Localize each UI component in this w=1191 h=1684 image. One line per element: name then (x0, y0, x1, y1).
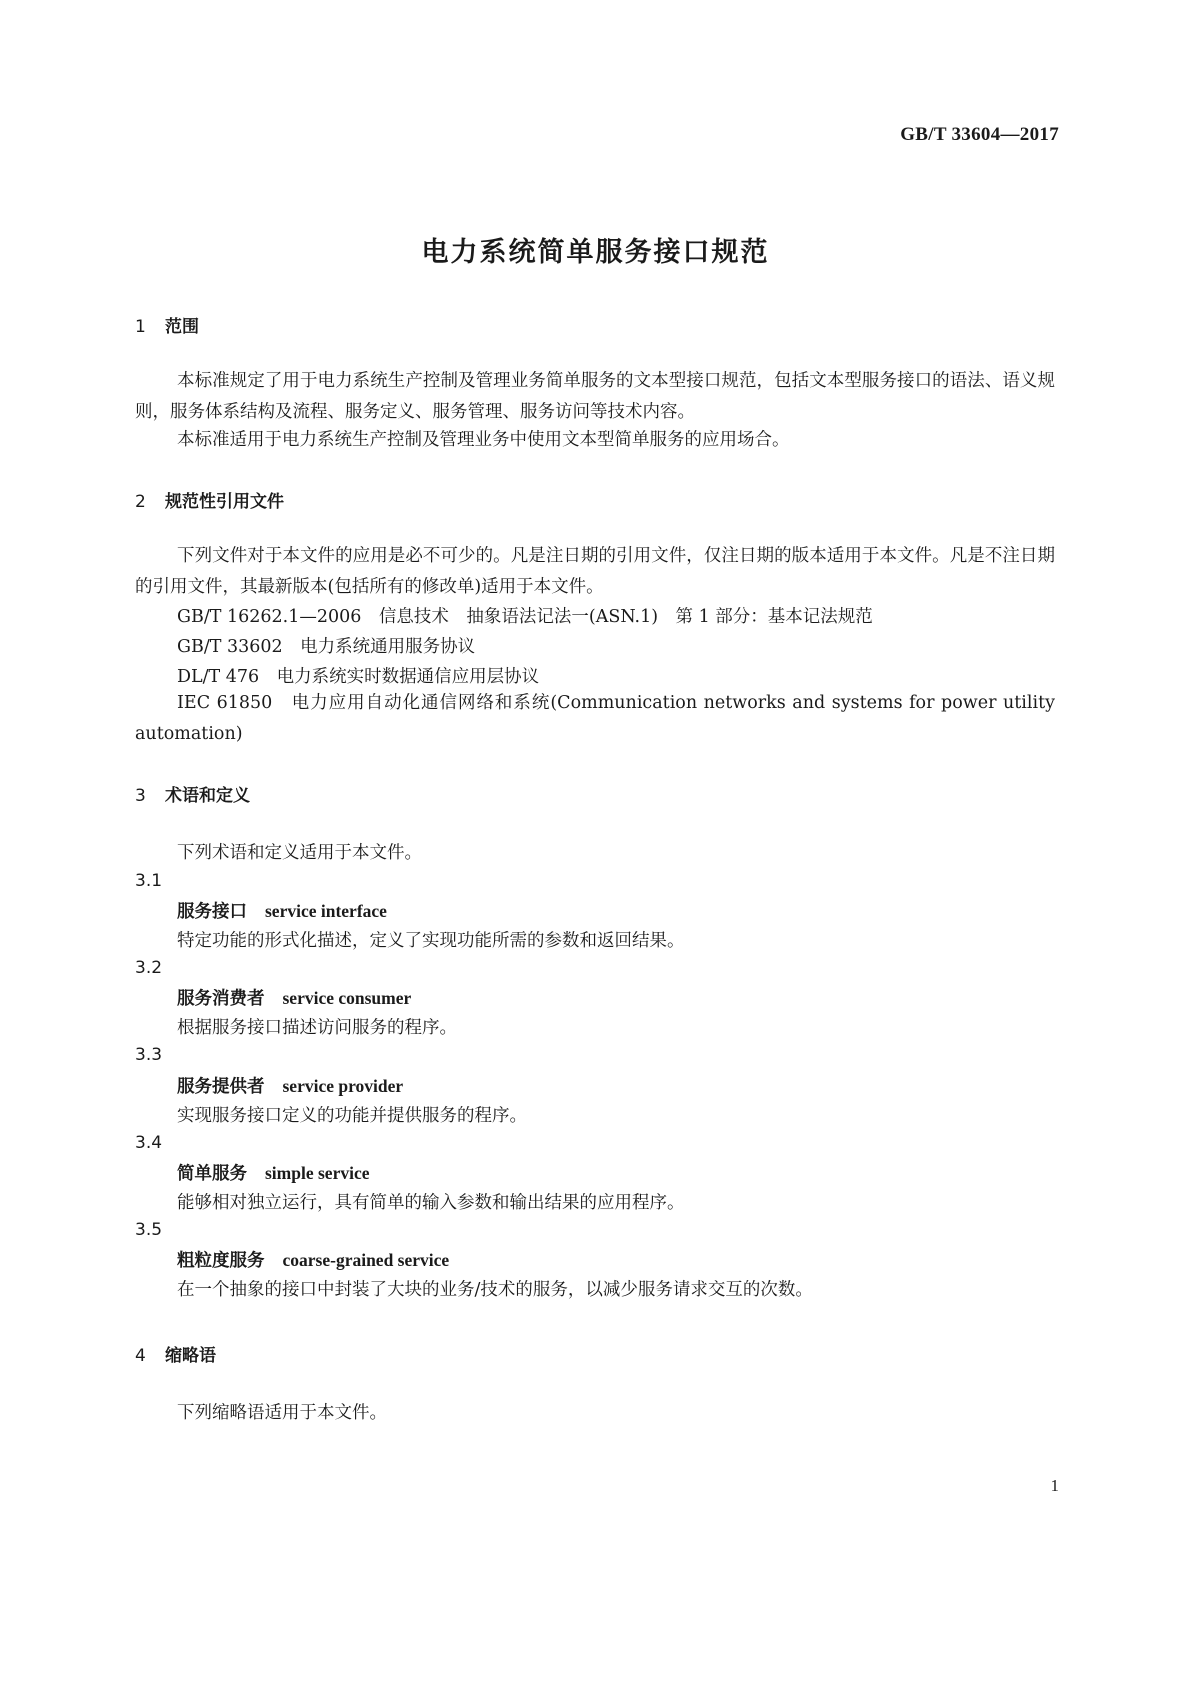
term-name (177, 1160, 369, 1185)
paragraph-text: 本标准规定了用于电力系统生产控制及管理业务简单服务的文本型接口规范，包括文本型服务接口的语法、语义规则，服务体系结构及流程、服务定义、服务管理、服务访问等技术内容。 (135, 371, 1055, 422)
term-zh: 粗粒度服务 (177, 1251, 265, 1271)
term-name (177, 1073, 403, 1098)
section-title: 术语和定义 (165, 786, 250, 806)
section-title: 范围 (165, 317, 199, 337)
term-number: 3.3 (135, 1045, 163, 1065)
standard-code: GB/T 33604—2017 (900, 124, 1059, 145)
document-title: 电力系统简单服务接口规范 (421, 237, 770, 268)
reference-item-long (135, 688, 1055, 750)
section-1-paragraph-1 (135, 366, 1055, 428)
term-definition: 实现服务接口定义的功能并提供服务的程序。 (177, 1106, 527, 1126)
paragraph-text: 下列文件对于本文件的应用是必不可少的。凡是注日期的引用文件，仅注日期的版本适用于本文件。凡是不注日期的引用文件，其最新版本(包括所有的修改单)适用于本文件。 (135, 546, 1055, 597)
term-en: coarse-grained service (282, 1250, 450, 1270)
term-zh: 简单服务 (177, 1164, 247, 1184)
reference-text: IEC 61850 电力应用自动化通信网络和系统(Communication networks and systems for power utility automation) (135, 693, 1055, 744)
page-number: 1 (1050, 1476, 1059, 1495)
section-number: 4 (135, 1346, 146, 1366)
term-definition: 在一个抽象的接口中封装了大块的业务/技术的服务，以减少服务请求交互的次数。 (177, 1280, 813, 1300)
term-name (177, 985, 411, 1010)
term-number: 3.1 (135, 871, 163, 891)
paragraph-text: 本标准适用于电力系统生产控制及管理业务中使用文本型简单服务的应用场合。 (177, 430, 790, 450)
term-number: 3.5 (135, 1220, 163, 1240)
section-1-paragraph-2 (135, 425, 1055, 456)
term-definition: 根据服务接口描述访问服务的程序。 (177, 1018, 457, 1038)
term-en: service consumer (282, 988, 412, 1008)
reference-item: GB/T 16262.1—2006 信息技术 抽象语法记法一(ASN.1) 第 1 部分：基本记法规范 (177, 607, 873, 627)
term-name (177, 898, 387, 923)
section-2-heading (135, 487, 284, 512)
reference-item: DL/T 476 电力系统实时数据通信应用层协议 (177, 667, 540, 687)
term-number: 3.2 (135, 958, 163, 978)
section-number: 2 (135, 492, 146, 512)
term-zh: 服务消费者 (177, 989, 265, 1009)
term-definition: 特定功能的形式化描述，定义了实现功能所需的参数和返回结果。 (177, 931, 685, 951)
section-number: 3 (135, 786, 146, 806)
term-definition: 能够相对独立运行，具有简单的输入参数和输出结果的应用程序。 (177, 1193, 685, 1213)
section-3-heading (135, 781, 250, 806)
term-zh: 服务接口 (177, 902, 247, 922)
section-1-heading (135, 312, 199, 337)
reference-item: GB/T 33602 电力系统通用服务协议 (177, 637, 476, 657)
section-title: 规范性引用文件 (165, 492, 284, 512)
term-number: 3.4 (135, 1133, 163, 1153)
section-4-intro: 下列缩略语适用于本文件。 (177, 1403, 387, 1423)
term-en: service provider (282, 1076, 404, 1096)
term-en: service interface (265, 901, 387, 921)
term-zh: 服务提供者 (177, 1077, 265, 1097)
section-number: 1 (135, 317, 146, 337)
section-3-intro: 下列术语和定义适用于本文件。 (177, 843, 422, 863)
section-2-paragraph-1 (135, 541, 1055, 603)
term-en: simple service (265, 1163, 370, 1183)
section-title: 缩略语 (165, 1346, 216, 1366)
section-4-heading (135, 1341, 216, 1366)
term-name (177, 1247, 449, 1272)
